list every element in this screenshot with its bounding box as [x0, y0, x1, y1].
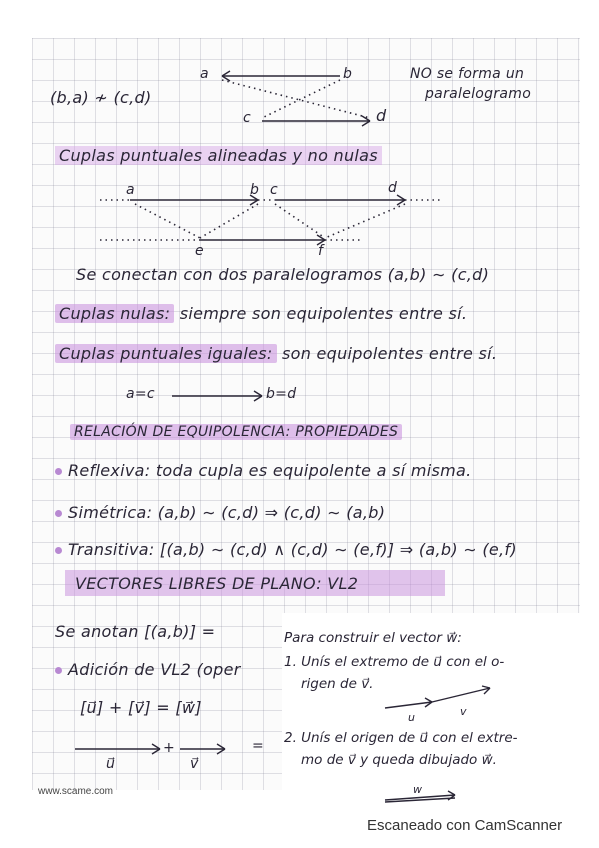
camscanner-watermark: Escaneado con CamScanner	[367, 817, 563, 834]
simetrica-text: Simétrica: (a,b) ∼ (c,d) ⇒ (c,d) ∼ (a,b)	[68, 503, 386, 522]
note-step1-line2: rigen de v⃗.	[301, 676, 374, 692]
label-a-top: a	[200, 66, 209, 82]
reflexiva-text: Reflexiva: toda cupla es equipolente a sí misma.	[68, 461, 472, 480]
vectores-title: VECTORES LIBRES DE PLANO: VL2	[75, 574, 359, 593]
label-a-equals-c: a=c	[126, 386, 155, 402]
suma-formula: [u⃗] + [v⃗] = [w⃗]	[80, 698, 202, 717]
note-step2-line1: 2. Unís el origen de u⃗ con el extre-	[284, 730, 518, 746]
label-e-mid: e	[195, 243, 204, 259]
label-c-mid: c	[270, 182, 278, 198]
cuplas-nulas-text: siempre son equipolentes entre sí.	[179, 304, 468, 323]
note-label-v: v	[460, 705, 467, 718]
label-f-mid: f	[318, 243, 324, 259]
inequality-text: (b,a) ≁ (c,d)	[50, 88, 152, 107]
note-step1-line1: 1. Unís el extremo de u⃗ con el o-	[284, 654, 505, 670]
label-c-top: c	[243, 110, 251, 126]
label-equals: =	[252, 738, 265, 754]
note-step2-line2: mo de v⃗ y queda dibujado w⃗.	[301, 752, 497, 768]
cuplas-nulas-label: Cuplas nulas:	[55, 304, 174, 323]
cuplas-alineadas-text: Cuplas puntuales alineadas y no nulas	[55, 146, 382, 165]
label-b-mid: b	[250, 182, 260, 198]
note-label-w: w	[413, 783, 422, 796]
se-conectan-text: Se conectan con dos paralelogramos (a,b) ∼ (c,d)	[76, 265, 490, 284]
label-d-mid: d	[388, 180, 398, 196]
cuplas-iguales-text: son equipolentes entre sí.	[281, 344, 498, 363]
relacion-title-text: RELACIÓN DE EQUIPOLENCIA: PROPIEDADES	[70, 424, 402, 440]
label-d-top: d	[376, 106, 387, 125]
label-b-top: b	[343, 66, 353, 82]
label-u-bottom: u⃗	[106, 756, 116, 772]
transitiva-text: Transitiva: [(a,b) ∼ (c,d) ∧ (c,d) ∼ (e,f)] ⇒ (a,b) ∼ (e,f)	[68, 540, 517, 559]
note-label-u: u	[408, 711, 415, 724]
se-anotan-text: Se anotan [(a,b)] =	[55, 622, 216, 641]
label-plus: +	[163, 740, 176, 756]
scame-site: www.scame.com	[38, 786, 114, 797]
no-paralelogramo-line1: NO se forma un	[410, 66, 525, 82]
no-paralelogramo-line2: paralelogramo	[425, 86, 532, 102]
label-b-equals-d: b=d	[266, 386, 297, 402]
label-v-bottom: v⃗	[190, 756, 199, 772]
adicion-text: Adición de VL2 (oper	[68, 660, 241, 679]
label-a-mid: a	[126, 182, 135, 198]
cuplas-iguales-label: Cuplas puntuales iguales:	[55, 344, 277, 363]
note-title: Para construir el vector w⃗:	[284, 630, 462, 646]
